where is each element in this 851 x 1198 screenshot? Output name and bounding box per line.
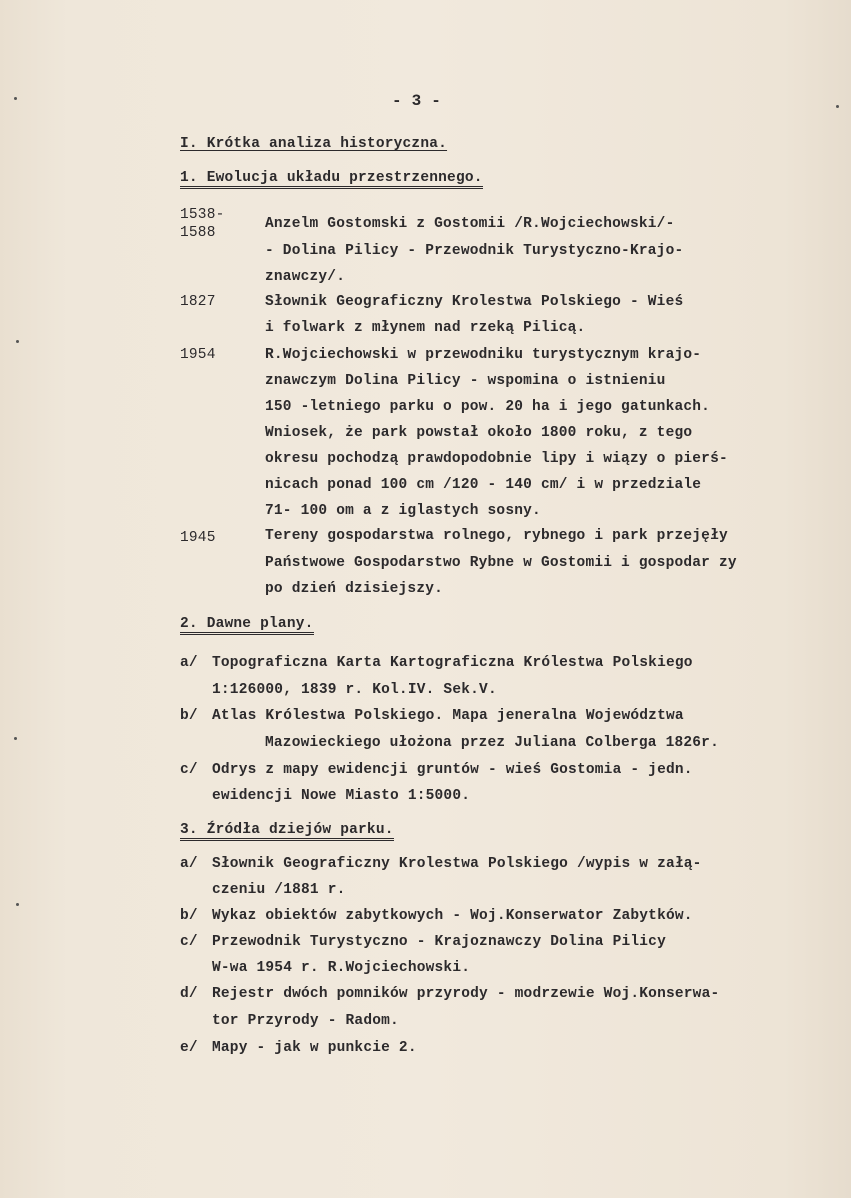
punch-mark xyxy=(14,97,17,100)
list-line: czeniu /1881 r. xyxy=(212,882,346,898)
list-line: Rejestr dwóch pomników przyrody - modrzewie Woj.Konserwa- xyxy=(212,986,720,1002)
list-marker: e/ xyxy=(180,1040,198,1056)
document-title: I. Krótka analiza historyczna. xyxy=(180,136,448,152)
entry-line: okresu pochodzą prawdopodobnie lipy i wiązy o pierś- xyxy=(265,451,728,467)
entry-line: Słownik Geograficzny Krolestwa Polskiego - Wieś xyxy=(265,294,684,310)
section-heading-1: 1. Ewolucja układu przestrzennego. xyxy=(180,170,483,189)
entry-line: znawczym Dolina Pilicy - wspomina o istnieniu xyxy=(265,373,666,389)
list-line: Wykaz obiektów zabytkowych - Woj.Konserwator Zabytków. xyxy=(212,908,693,924)
entry-year: 1538- xyxy=(180,207,225,223)
entry-year: 1827 xyxy=(180,294,216,310)
entry-line: 150 -letniego parku o pow. 20 ha i jego gatunkach. xyxy=(265,399,711,415)
list-line: Przewodnik Turystyczno - Krajoznawczy Dolina Pilicy xyxy=(212,934,666,950)
list-line: Mazowieckiego ułożona przez Juliana Colberga 1826r. xyxy=(265,735,719,751)
list-line: 1:126000, 1839 r. Kol.IV. Sek.V. xyxy=(212,682,497,698)
section-heading-3: 3. Źródła dziejów parku. xyxy=(180,822,394,841)
entry-year: 1954 xyxy=(180,347,216,363)
list-line: Atlas Królestwa Polskiego. Mapa jeneralna Województwa xyxy=(212,708,684,724)
list-line: W-wa 1954 r. R.Wojciechowski. xyxy=(212,960,471,976)
list-marker: b/ xyxy=(180,908,198,924)
list-marker: c/ xyxy=(180,762,198,778)
list-line: tor Przyrody - Radom. xyxy=(212,1013,399,1029)
punch-mark xyxy=(16,903,19,906)
list-line: ewidencji Nowe Miasto 1:5000. xyxy=(212,788,471,804)
page-number: - 3 - xyxy=(392,92,442,110)
punch-mark xyxy=(14,737,17,740)
section-heading-2: 2. Dawne plany. xyxy=(180,616,314,635)
entry-line: znawczy/. xyxy=(265,269,346,285)
list-line: Odrys z mapy ewidencji gruntów - wieś Gostomia - jedn. xyxy=(212,762,693,778)
list-line: Słownik Geograficzny Krolestwa Polskiego /wypis w załą- xyxy=(212,856,702,872)
entry-year: 1588 xyxy=(180,225,216,241)
entry-line: 71- 100 om a z iglastych sosny. xyxy=(265,503,541,519)
list-marker: b/ xyxy=(180,708,198,724)
list-marker: a/ xyxy=(180,856,198,872)
entry-line: i folwark z młynem nad rzeką Pilicą. xyxy=(265,320,586,336)
list-line: Topograficzna Karta Kartograficzna Królestwa Polskiego xyxy=(212,655,693,671)
entry-line: po dzień dzisiejszy. xyxy=(265,581,444,597)
entry-line: R.Wojciechowski w przewodniku turystycznym krajo- xyxy=(265,347,702,363)
list-marker: d/ xyxy=(180,986,198,1002)
list-marker: a/ xyxy=(180,655,198,671)
list-marker: c/ xyxy=(180,934,198,950)
entry-line: Tereny gospodarstwa rolnego, rybnego i park przejęły xyxy=(265,528,728,544)
entry-line: Anzelm Gostomski z Gostomii /R.Wojciechowski/- xyxy=(265,216,675,232)
entry-line: nicach ponad 100 cm /120 - 140 cm/ i w przedziale xyxy=(265,477,702,493)
entry-year: 1945 xyxy=(180,530,216,546)
list-line: Mapy - jak w punkcie 2. xyxy=(212,1040,417,1056)
entry-line: Wniosek, że park powstał około 1800 roku, z tego xyxy=(265,425,693,441)
punch-mark xyxy=(836,105,839,108)
entry-line: - Dolina Pilicy - Przewodnik Turystyczno-Krajo- xyxy=(265,243,684,259)
entry-line: Państwowe Gospodarstwo Rybne w Gostomii i gospodar zy xyxy=(265,555,737,571)
punch-mark xyxy=(16,340,19,343)
